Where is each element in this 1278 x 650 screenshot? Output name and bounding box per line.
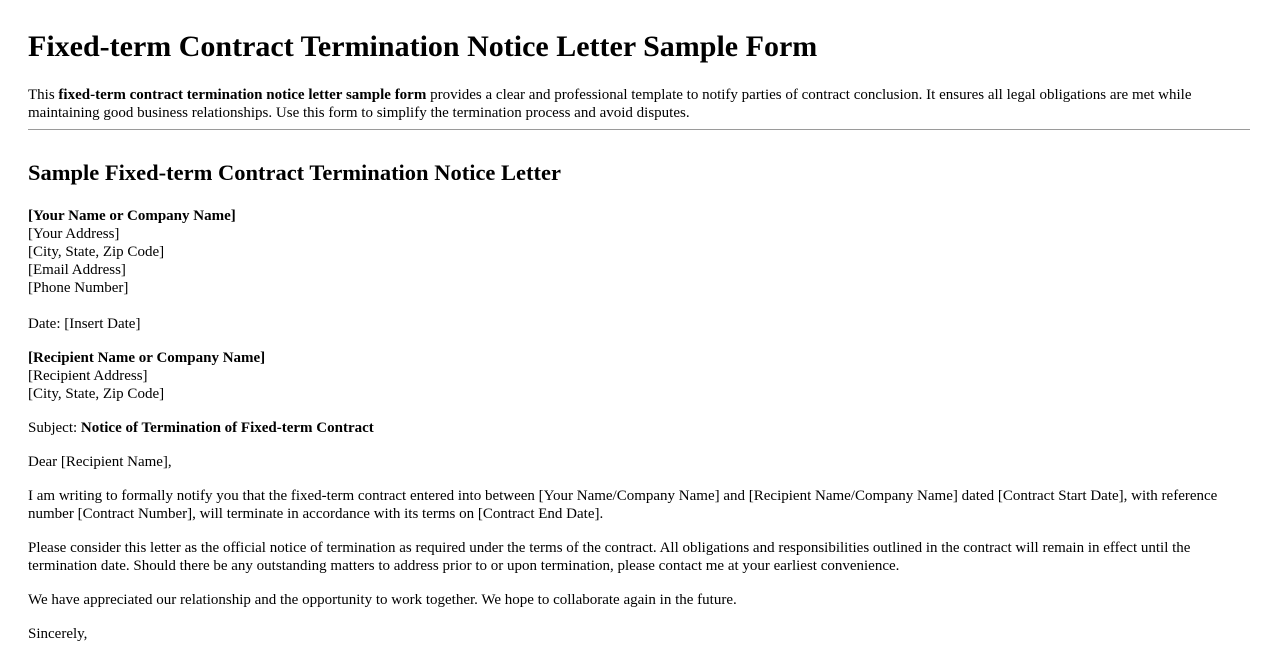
subject-label: Subject: <box>28 420 81 436</box>
closing: Sincerely, <box>28 626 88 642</box>
intro-text-before: This <box>28 87 59 103</box>
body-paragraph-1: I am writing to formally notify you that the fixed-term contract entered into between [Your Name/Company Name] and [Recipient Name/Company Name] dated [Contract Start Date], with reference number [Contract Number], will terminate in accordance with its terms on [Contract End Date]. <box>28 488 1218 522</box>
sender-city: [City, State, Zip Code] <box>28 244 165 260</box>
sender-name: [Your Name or Company Name] <box>28 208 236 224</box>
subject-text: Notice of Termination of Fixed-term Contract <box>80 420 374 436</box>
intro-text-bold: fixed-term contract termination notice letter sample form <box>58 87 427 103</box>
subject-line <box>28 419 1250 437</box>
sender-address: [Your Address] <box>28 226 120 242</box>
sender-email: [Email Address] <box>28 262 126 278</box>
section-divider <box>28 129 1250 130</box>
sender-phone: [Phone Number] <box>28 280 129 296</box>
intro-text-after: provides a clear and professional template to notify parties of contract conclusion. It ensures all legal obligations are met while maintaining good business relationships. Use this form to simplify the termination process and avoid disputes. <box>28 87 1192 121</box>
sender-block <box>28 207 1250 297</box>
recipient-name: [Recipient Name or Company Name] <box>28 350 266 366</box>
recipient-block <box>28 349 1250 403</box>
date-line: Date: [Insert Date] <box>28 316 141 332</box>
page-title: Fixed-term Contract Termination Notice Letter Sample Form <box>28 30 818 63</box>
salutation: Dear [Recipient Name], <box>28 454 172 470</box>
section-heading: Sample Fixed-term Contract Termination Notice Letter <box>28 160 561 185</box>
body-paragraph-3: We have appreciated our relationship and the opportunity to work together. We hope to collaborate again in the future. <box>28 592 737 608</box>
body-paragraph-2: Please consider this letter as the official notice of termination as required under the terms of the contract. All obligations and responsibilities outlined in the contract will remain in effect until the termination date. Should there be any outstanding matters to address prior to or upon termination, please contact me at your earliest convenience. <box>28 540 1191 574</box>
recipient-city: [City, State, Zip Code] <box>28 386 165 402</box>
intro-paragraph <box>28 86 1250 122</box>
recipient-address: [Recipient Address] <box>28 368 148 384</box>
